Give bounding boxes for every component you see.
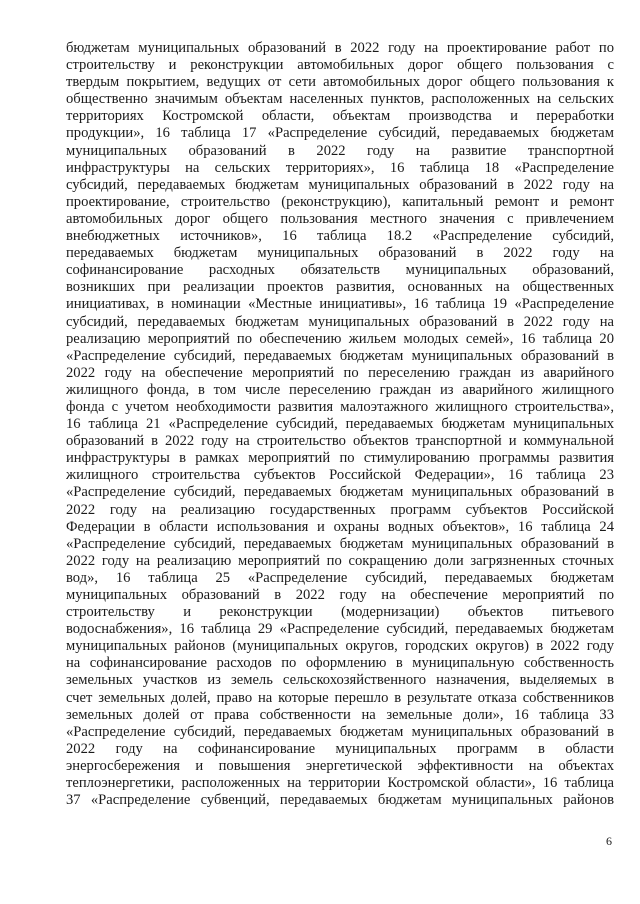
text-line: жилищного строительства субъектов Российской Федерации», 16 таблица 23 xyxy=(66,467,614,484)
text-line: 2022 году на обеспечение мероприятий по переселению граждан из аварийного xyxy=(66,364,614,381)
text-line: субсидий, передаваемых бюджетам муниципальных образований в 2022 году на xyxy=(66,313,614,330)
text-line: строительству и реконструкции (модернизации) объектов питьевого xyxy=(66,604,614,621)
text-line: счет земельных долей, право на которые перешло в результате отказа собственников xyxy=(66,689,614,706)
text-line: проектирование, строительство (реконструкцию), капитальный ремонт и ремонт xyxy=(66,193,614,210)
text-line: продукции», 16 таблица 17 «Распределение субсидий, передаваемых бюджетам xyxy=(66,125,614,142)
text-line: муниципальных образований в 2022 году на развитие транспортной xyxy=(66,142,614,159)
text-line: жилищного фонда, в том числе переселению граждан из аварийного жилищного xyxy=(66,381,614,398)
text-line: территориях Костромской области, объектам производства и переработки xyxy=(66,108,614,125)
text-line: «Распределение субсидий, передаваемых бюджетам муниципальных образований в xyxy=(66,347,614,364)
text-line: «Распределение субсидий, передаваемых бюджетам муниципальных образований в xyxy=(66,723,614,740)
page-number: 6 xyxy=(606,834,612,848)
text-line: реализацию мероприятий по обеспечению жильем молодых семей», 16 таблица 20 xyxy=(66,330,614,347)
text-line: 2022 году на софинансирование муниципальных программ в области xyxy=(66,740,614,757)
text-line: бюджетам муниципальных образований в 2022 году на проектирование работ по xyxy=(66,40,614,56)
text-line: «Распределение субсидий, передаваемых бюджетам муниципальных образований в xyxy=(66,484,614,501)
text-line: 16 таблица 21 «Распределение субсидий, передаваемых бюджетам муниципальных xyxy=(66,416,614,433)
text-line: инфраструктуры в рамках мероприятий по стимулированию программы развития xyxy=(66,450,614,467)
text-line: муниципальных районов (муниципальных округов, городских округов) в 2022 году xyxy=(66,638,614,655)
text-line: инфраструктуры на сельских территориях», 16 таблица 18 «Распределение xyxy=(66,159,614,176)
text-line: субсидий, передаваемых бюджетам муниципальных образований в 2022 году на xyxy=(66,176,614,193)
text-line: муниципальных образований в 2022 году на обеспечение мероприятий по xyxy=(66,587,614,603)
text-line: передаваемых бюджетам муниципальных образований в 2022 году на xyxy=(66,245,614,262)
text-line: строительству и реконструкции автомобильных дорог общего пользования с xyxy=(66,57,614,74)
text-line: земельных долей от права собственности на земельные доли», 16 таблица 33 xyxy=(66,706,614,723)
text-line: «Распределение субсидий, передаваемых бюджетам муниципальных образований в xyxy=(66,535,614,552)
text-line: водоснабжения», 16 таблица 29 «Распределение субсидий, передаваемых бюджетам xyxy=(66,621,614,638)
text-line: вод», 16 таблица 25 «Распределение субсидий, передаваемых бюджетам xyxy=(66,569,614,586)
text-line: 2022 году на реализацию государственных программ субъектов Российской xyxy=(66,501,614,518)
text-line: софинансирование расходных обязательств муниципальных образований, xyxy=(66,262,614,279)
text-line: внебюджетных источников», 16 таблица 18.2 «Распределение субсидий, xyxy=(66,228,614,245)
text-line: автомобильных дорог общего пользования местного значения с привлечением xyxy=(66,210,614,227)
text-line: фонда с учетом необходимости развития малоэтажного жилищного строительства», xyxy=(66,398,614,415)
text-line: возникших при реализации проектов развития, основанных на общественных xyxy=(66,279,614,296)
text-line: Федерации в области использования и охраны водных объектов», 16 таблица 24 xyxy=(66,518,614,535)
body-paragraph xyxy=(66,40,614,809)
text-line: на софинансирование расходов по оформлению в муниципальную собственность xyxy=(66,655,614,672)
text-line: образований в 2022 году на строительство объектов транспортной и коммунальной xyxy=(66,433,614,450)
text-line: земельных участков из земель сельскохозяйственного назначения, выделяемых в xyxy=(66,672,614,689)
text-line: энергосбережения и повышения энергетической эффективности на объектах xyxy=(66,757,614,774)
text-line: 2022 году на реализацию мероприятий по сокращению доли загрязненных сточных xyxy=(66,552,614,569)
text-line: инициативах, в номинации «Местные инициативы», 16 таблица 19 «Распределение xyxy=(66,296,614,313)
text-line: теплоэнергетики, расположенных на территории Костромской области», 16 таблица xyxy=(66,775,614,792)
text-line: общественно значимым объектам населенных пунктов, расположенных на сельских xyxy=(66,91,614,108)
text-line: твердым покрытием, ведущих от сети автомобильных дорог общего пользования к xyxy=(66,74,614,91)
text-line: 37 «Распределение субвенций, передаваемых бюджетам муниципальных районов xyxy=(66,792,614,809)
